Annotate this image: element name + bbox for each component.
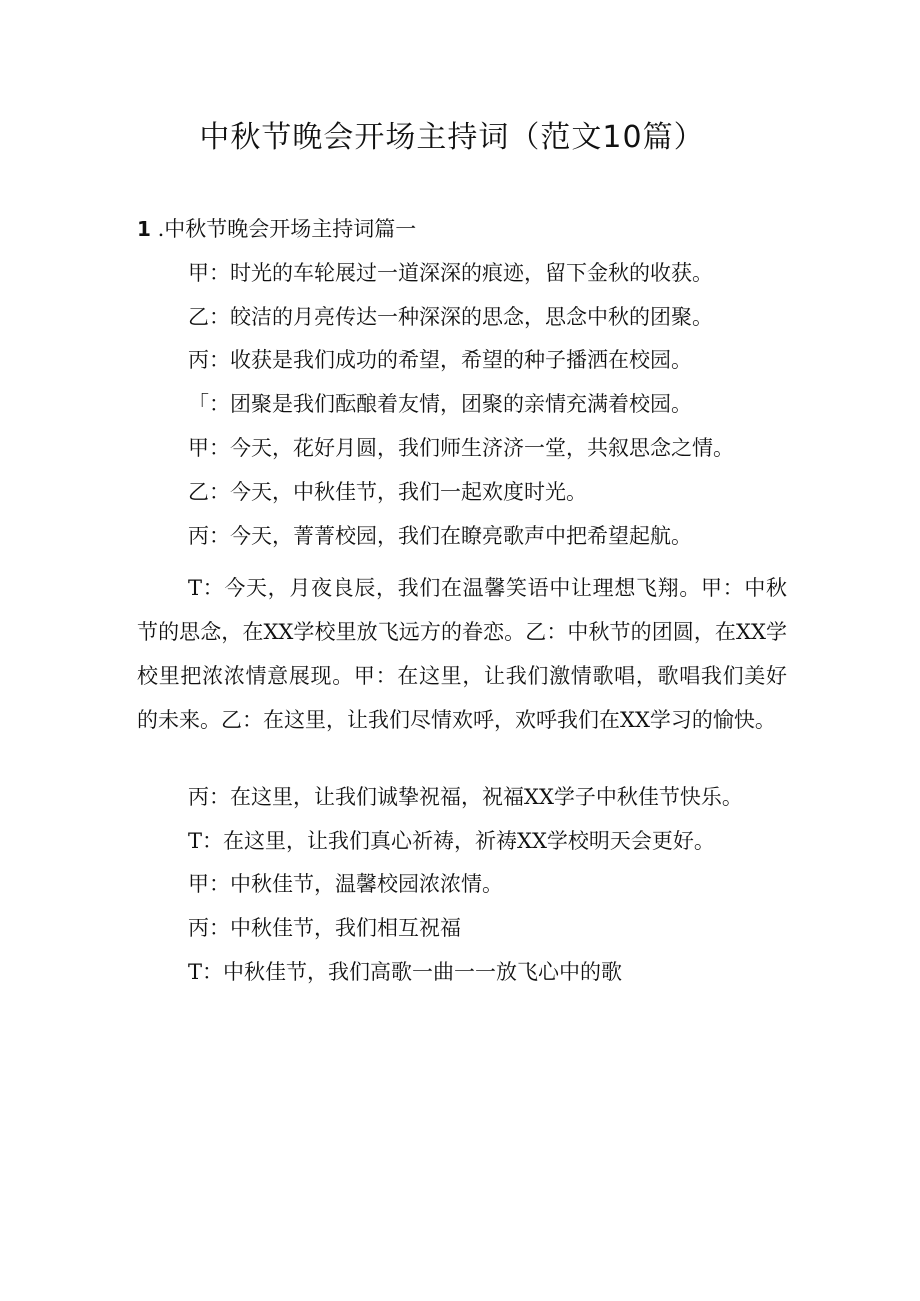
dialogue-line: 甲：今天，花好月圆，我们师生济济一堂，共叙思念之情。 [188, 436, 734, 460]
dialogue-line: T：在这里，让我们真心祈祷，祈祷XX学校明天会更好。 [188, 829, 715, 853]
section-heading [137, 214, 416, 244]
dialogue-line: T：中秋佳节，我们高歌一曲一一放飞心中的歌 [188, 960, 623, 984]
dialogue-line: 丙：今天，菁菁校园，我们在瞭亮歌声中把希望起航。 [188, 524, 692, 548]
section-number: 1 [137, 217, 151, 241]
dialogue-line: 丙：收获是我们成功的希望，希望的种子播洒在校园。 [188, 348, 692, 372]
dialogue-line: 「：团聚是我们酝酿着友情，团聚的亲情充满着校园。 [188, 392, 692, 416]
dialogue-line: 甲：中秋佳节，温馨校园浓浓情。 [188, 872, 503, 896]
dialogue-paragraph [137, 566, 787, 742]
section-heading-text: .中秋节晚会开场主持词篇一 [150, 217, 417, 241]
dialogue-line: 乙：皎洁的月亮传达一种深深的思念，思念中秋的团聚。 [188, 305, 713, 329]
dialogue-line: 乙：今天，中秋佳节，我们一起欢度时光。 [188, 480, 587, 504]
dialogue-line: 丙：中秋佳节，我们相互祝福 [188, 916, 461, 940]
document-title: 中秋节晚会开场主持词（范文10篇） [199, 120, 705, 155]
dialogue-paragraph-text: T：今天，月夜良辰，我们在温馨笑语中让理想飞翔。甲：中秋节的思念，在XX学校里放飞远方的眷恋。乙：中秋节的团圆，在XX学校里把浓浓情意展现。甲：在这里，让我们激情歌唱，歌唱我们美好的未来。乙：在这里，让我们尽情欢呼，欢呼我们在XX学习的愉快。 [137, 576, 787, 732]
dialogue-line: 甲：时光的车轮展过一道深深的痕迹，留下金秋的收获。 [188, 261, 713, 285]
dialogue-line: 丙：在这里，让我们诚挚祝福，祝福XX学子中秋佳节快乐。 [188, 785, 743, 809]
